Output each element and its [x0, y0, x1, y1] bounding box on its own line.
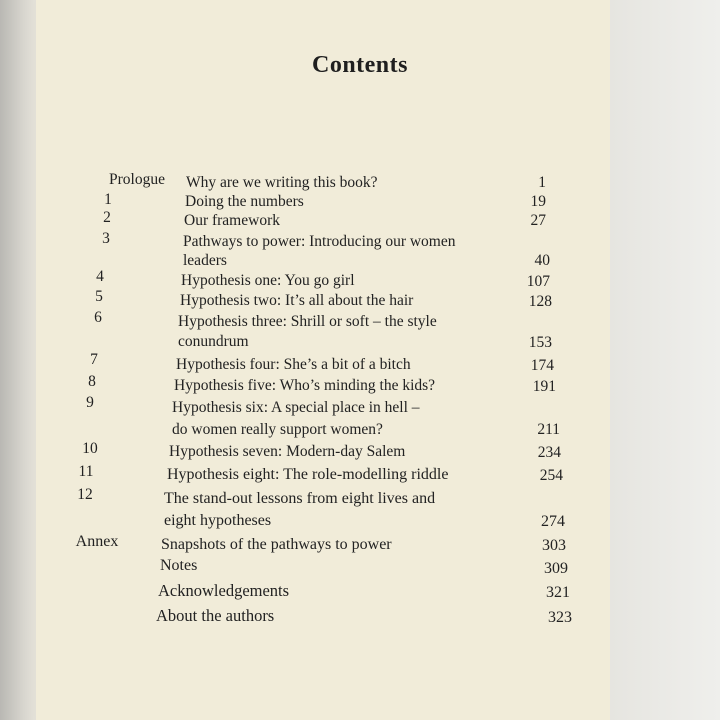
- entry-number: 8: [88, 373, 96, 390]
- entry-number: 1: [104, 191, 112, 208]
- entry-page-number: 309: [544, 560, 568, 577]
- entry-page-number: 174: [530, 357, 554, 374]
- entry-number: 10: [82, 440, 98, 457]
- entry-number: 7: [90, 351, 98, 368]
- entry-number: 11: [78, 463, 94, 480]
- entry-page-number: 27: [530, 212, 546, 229]
- entry-title: Hypothesis seven: Modern-day Salem: [169, 443, 406, 460]
- entry-number: Prologue: [109, 171, 165, 188]
- entry-page-number: 234: [537, 444, 561, 461]
- entry-title: Hypothesis two: It’s all about the hair: [180, 292, 414, 309]
- entry-page-number: 321: [546, 584, 570, 601]
- entry-page-number: 153: [528, 334, 552, 351]
- entry-number: 3: [102, 230, 110, 247]
- entry-number: 9: [86, 394, 94, 411]
- entry-number: 5: [95, 288, 103, 305]
- entry-page-number: 107: [526, 273, 550, 290]
- entry-page-number: 323: [548, 609, 572, 626]
- entry-title: Acknowledgements: [158, 581, 290, 600]
- entry-number: 2: [103, 209, 111, 226]
- entry-number: Annex: [75, 533, 119, 550]
- entry-title: Hypothesis one: You go girl: [181, 272, 355, 289]
- entry-page-number: 303: [542, 537, 566, 554]
- entry-page-number: 40: [534, 252, 550, 269]
- entry-page-number: 211: [537, 421, 560, 438]
- entry-title: Notes: [160, 557, 198, 574]
- entry-title: Hypothesis four: She’s a bit of a bitch: [176, 356, 411, 373]
- entry-page-number: 191: [532, 378, 556, 395]
- entry-page-number: 274: [541, 513, 565, 530]
- entry-title: The stand-out lessons from eight lives and eight hypotheses: [164, 490, 436, 529]
- entry-page-number: 1: [538, 174, 546, 191]
- entry-page-number: 128: [528, 293, 552, 310]
- entry-title: Why are we writing this book?: [186, 174, 378, 191]
- entry-title: Pathways to power: Introducing our women leaders: [183, 233, 456, 269]
- entry-page-number: 19: [530, 193, 546, 210]
- entry-title: About the authors: [156, 606, 275, 625]
- entry-title: Hypothesis eight: The role-modelling riddle: [167, 466, 449, 483]
- entry-title: Hypothesis five: Who’s minding the kids?: [174, 377, 436, 394]
- entry-title: Hypothesis three: Shrill or soft – the style conundrum: [178, 313, 437, 350]
- entry-title: Snapshots of the pathways to power: [161, 536, 392, 553]
- entry-number: 6: [94, 309, 102, 326]
- entry-title: Doing the numbers: [185, 193, 304, 210]
- entry-title: Our framework: [184, 212, 280, 229]
- entry-number: 4: [96, 268, 104, 285]
- entry-number: 12: [77, 486, 93, 503]
- contents-heading: Contents: [311, 52, 408, 78]
- entry-page-number: 254: [539, 467, 563, 484]
- entry-title: Hypothesis six: A special place in hell – do women really support women?: [172, 399, 420, 438]
